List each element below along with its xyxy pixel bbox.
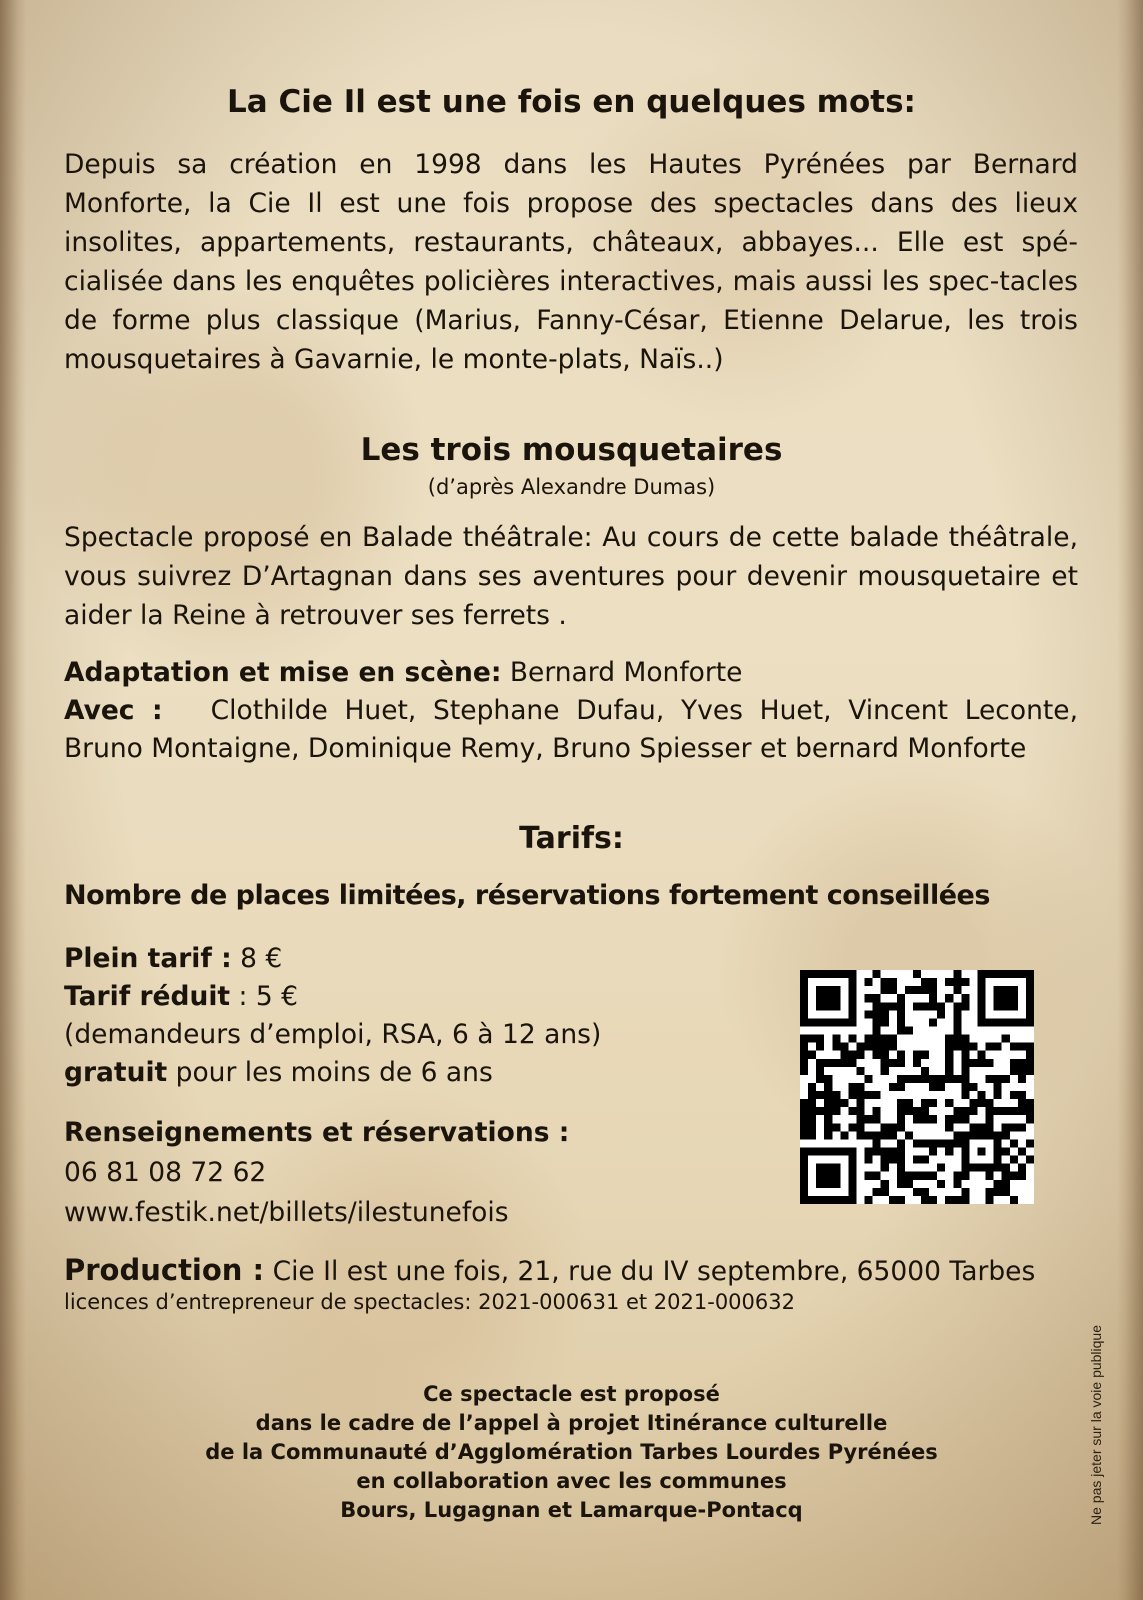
tarifs-title: Tarifs: — [519, 821, 624, 856]
adaptation-value: Bernard Monforte — [501, 657, 743, 688]
price-reduced-value: : 5 € — [230, 981, 298, 1012]
side-note: Ne pas jeter sur la voie publique — [1088, 1324, 1104, 1525]
tarifs-notice: Nombre de places limitées, réservations fortement conseillées — [64, 880, 990, 911]
show-title: Les trois mousquetaires — [360, 432, 783, 468]
footer-line: en collaboration avec les communes — [356, 1469, 787, 1493]
production-value: Cie Il est une fois, 21, rue du IV septembre, 65000 Tarbes — [264, 1256, 1036, 1287]
intro-title: La Cie Il est une fois en quelques mots: — [227, 84, 916, 120]
adaptation-line — [64, 654, 1078, 692]
contact-url[interactable]: www.festik.net/billets/ilestunefois — [64, 1197, 509, 1228]
footer-line: Bours, Lugagnan et Lamarque-Pontacq — [340, 1498, 803, 1522]
contact-label: Renseignements et réservations : — [64, 1117, 570, 1148]
price-reduced-note: (demandeurs d’emploi, RSA, 6 à 12 ans) — [64, 1019, 602, 1050]
price-full-value: 8 € — [231, 943, 283, 974]
production-line — [64, 1254, 1084, 1288]
contact-block — [64, 1113, 569, 1233]
price-full — [64, 940, 601, 978]
show-description: Spectacle proposé en Balade théâtrale: Au cours de cette balade théâtrale, vous suivrez D’Artagnan dans ses aventures pour devenir mousquetaire et aider la Reine à retrouver ses ferrets . — [64, 522, 1078, 631]
cast-label: Avec : — [64, 695, 163, 726]
contact-phone: 06 81 08 72 62 — [64, 1157, 267, 1188]
paper-edge-left — [0, 0, 26, 1600]
footer-line: de la Communauté d’Agglomération Tarbes Lourdes Pyrénées — [205, 1440, 938, 1464]
footer-block — [40, 1380, 1103, 1525]
licences-line: licences d’entrepreneur de spectacles: 2021-000631 et 2021-000632 — [64, 1290, 795, 1314]
price-free-label: gratuit — [64, 1057, 168, 1088]
production-label: Production : — [64, 1253, 265, 1287]
price-full-label: Plein tarif : — [64, 943, 232, 974]
price-reduced-label: Tarif réduit — [64, 981, 231, 1012]
adaptation-label: Adaptation et mise en scène: — [64, 657, 502, 688]
intro-paragraph: Depuis sa création en 1998 dans les Hautes Pyrénées par Bernard Monforte, la Cie Il est une fois propose des spectacles dans des lieux insolites, appartements, restaurants, châteaux, abbayes... Elle est spé-cialisée dans les enquêtes policières interactives, mais aussi les spec-tacles de forme plus classique (Marius, Fanny-César, Etienne Delarue, les trois mousquetaires à Gavarnie, le monte-plats, Naïs..) — [64, 149, 1078, 375]
credits — [64, 654, 1078, 768]
cast-line — [64, 692, 1078, 768]
price-reduced — [64, 978, 601, 1016]
qr-code[interactable] — [800, 970, 1034, 1204]
footer-line: Ce spectacle est proposé — [423, 1382, 720, 1406]
cast-value: Clothilde Huet, Stephane Dufau, Yves Huet, Vincent Leconte, Bruno Montaigne, Dominique Remy, Bruno Spiesser et bernard Monforte — [64, 695, 1079, 764]
footer-line: dans le cadre de l’appel à projet Itinérance culturelle — [255, 1411, 888, 1435]
show-subtitle: (d’après Alexandre Dumas) — [427, 475, 716, 499]
paper-edge-right — [1117, 0, 1143, 1600]
price-list — [64, 940, 601, 1092]
price-free — [64, 1054, 601, 1092]
price-free-value: pour les moins de 6 ans — [167, 1057, 493, 1088]
